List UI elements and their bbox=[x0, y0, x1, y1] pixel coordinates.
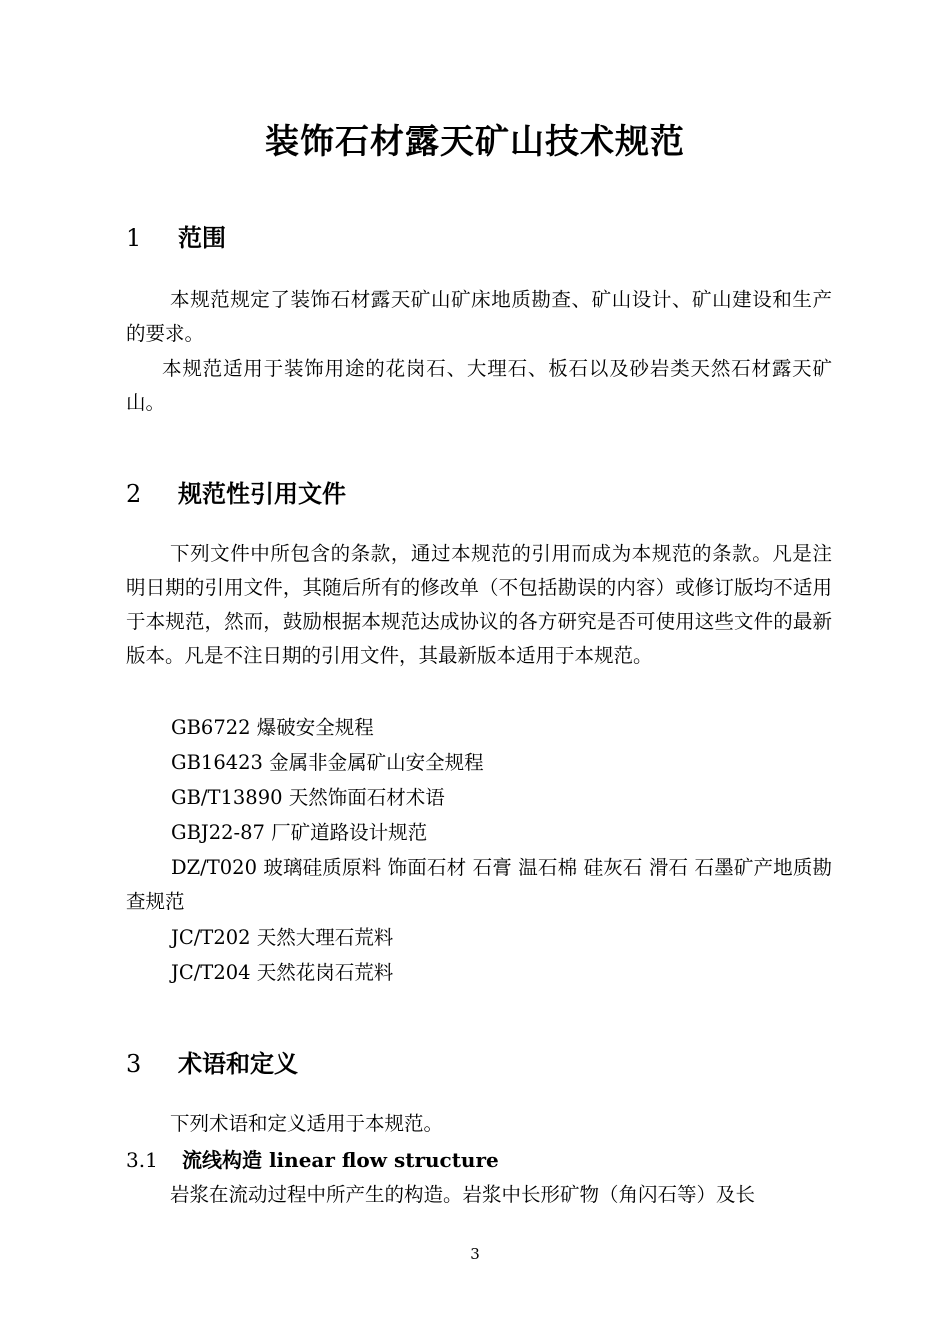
section-title: 规范性引用文件 bbox=[178, 479, 346, 508]
reference-item: GB6722 爆破安全规程 bbox=[171, 716, 374, 739]
section-number: 1 bbox=[126, 224, 142, 252]
reference-item: GB16423 金属非金属矿山安全规程 bbox=[171, 751, 484, 774]
reference-item: JC/T204 天然花岗石荒料 bbox=[171, 961, 394, 984]
subsection-title: 流线构造 linear flow structure bbox=[182, 1148, 499, 1172]
paragraph: 本规范适用于装饰用途的花岗石、大理石、板石以及砂岩类天然石材露天矿山。 bbox=[126, 357, 832, 414]
section-title: 范围 bbox=[178, 223, 226, 252]
document-title: 装饰石材露天矿山技术规范 bbox=[265, 122, 685, 162]
reference-item: GBJ22-87 厂矿道路设计规范 bbox=[171, 821, 428, 844]
subsection-3-1-heading bbox=[126, 1143, 499, 1177]
paragraph: 岩浆在流动过程中所产生的构造。岩浆中长形矿物（角闪石等）及长 bbox=[170, 1183, 756, 1206]
page-number: 3 bbox=[470, 1245, 480, 1263]
reference-item: DZ/T020 玻璃硅质原料 饰面石材 石膏 温石棉 硅灰石 滑石 石墨矿产地质勘查规范 bbox=[126, 856, 832, 913]
reference-item: GB/T13890 天然饰面石材术语 bbox=[171, 786, 445, 809]
paragraph: 本规范规定了装饰石材露天矿山矿床地质勘查、矿山设计、矿山建设和生产的要求。 bbox=[126, 288, 832, 345]
section-title: 术语和定义 bbox=[178, 1049, 298, 1078]
paragraph: 下列术语和定义适用于本规范。 bbox=[170, 1112, 444, 1135]
section-2-heading bbox=[126, 477, 346, 511]
paragraph: 下列文件中所包含的条款，通过本规范的引用而成为本规范的条款。凡是注明日期的引用文件，其随后所有的修改单（不包括勘误的内容）或修订版均不适用于本规范，然而，鼓励根据本规范达成协议的各方研究是否可使用这些文件的最新版本。凡是不注日期的引用文件，其最新版本适用于本规范。 bbox=[126, 542, 832, 667]
section-1-heading bbox=[126, 221, 226, 255]
section-number: 3 bbox=[126, 1050, 142, 1078]
section-3-heading bbox=[126, 1047, 298, 1081]
subsection-number: 3.1 bbox=[126, 1148, 158, 1172]
section-number: 2 bbox=[126, 480, 142, 508]
reference-item: JC/T202 天然大理石荒料 bbox=[171, 926, 394, 949]
